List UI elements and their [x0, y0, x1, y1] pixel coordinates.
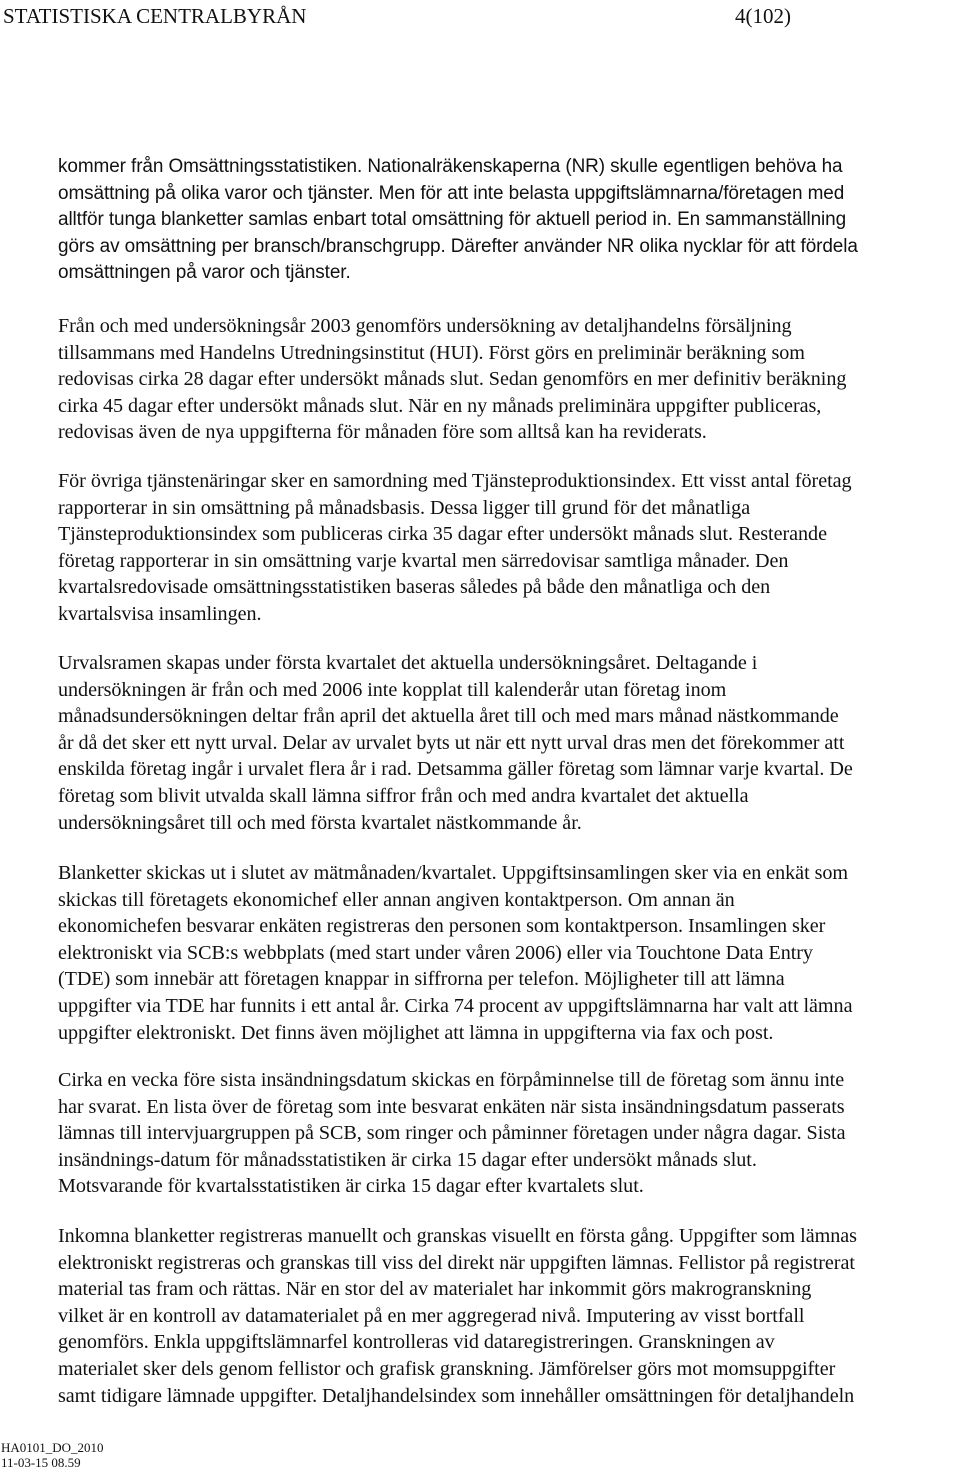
- text-line: Från och med undersökningsår 2003 genomförs undersökning av detaljhandelns försäljning: [58, 315, 792, 337]
- text-line: alltför tunga blanketter samlas enbart total omsättning för aktuell period in. En sammanställning: [58, 209, 847, 231]
- text-line: kvartalsvisa insamlingen.: [58, 602, 262, 625]
- text-line: (TDE) som innebär att företagen knappar in siffrorna per telefon. Möjligheter till att lämna: [58, 968, 785, 991]
- text-line: redovisas även de nya uppgifterna för månaden före som alltså kan ha reviderats.: [58, 421, 707, 444]
- text-line: görs av omsättning per bransch/branschgrupp. Därefter använder NR olika nycklar för att fördela: [58, 235, 858, 257]
- text-line: vilket är en kontroll av datamaterialet på en mer aggregerad nivå. Imputering av visst bortfall: [58, 1304, 805, 1327]
- text-line: omsättningen på varor och tjänster.: [58, 262, 351, 284]
- text-line: har svarat. En lista över de företag som inte besvarat enkäten när sista insändningsdatum passerats: [58, 1095, 845, 1118]
- text-line: Cirka en vecka före sista insändningsdatum skickas en förpåminnelse till de företag som ännu inte: [58, 1069, 845, 1091]
- text-line: Motsvarande för kvartalsstatistiken är cirka 15 dagar efter kvartalets slut.: [58, 1175, 644, 1198]
- page-header: [0, 2, 960, 32]
- page-number: 4(102): [735, 4, 791, 28]
- paragraph-urvalsram: [58, 650, 960, 836]
- text-line: materialet sker dels genom fellistor och grafisk granskning. Jämförelser görs mot momsuppgifter: [58, 1357, 836, 1380]
- text-line: elektroniskt via SCB:s webbplats (med start under våren 2006) eller via Touchtone Data Entry: [58, 941, 813, 964]
- text-line: material tas fram och rättas. När en stor del av materialet har inkommit görs makrogranskning: [58, 1278, 812, 1301]
- document-id: HA0101_DO_2010: [1, 1440, 104, 1455]
- text-line: Inkomna blanketter registreras manuellt och granskas visuellt en första gång. Uppgifter som lämnas: [58, 1225, 857, 1247]
- text-line: uppgifter via TDE har funnits i ett antal år. Cirka 74 procent av uppgiftslämnarna har valt att lämna: [58, 994, 853, 1017]
- text-line: undersökningsåret till och med första kvartalet nästkommande år.: [58, 811, 582, 834]
- text-line: Blanketter skickas ut i slutet av mätmånaden/kvartalet. Uppgiftsinsamlingen sker via en enkät som: [58, 862, 849, 884]
- text-line: undersökningen är från och med 2006 inte kopplat till kalenderår utan företag inom: [58, 678, 727, 701]
- text-line: företag som blivit utvalda skall lämna siffror från och med andra kvartalet det aktuella: [58, 784, 749, 807]
- text-line: kvartalsredovisade omsättningsstatistiken baseras således på både den månatliga och den: [58, 576, 771, 599]
- text-line: samt tidigare lämnade uppgifter. Detaljhandelsindex som innehåller omsättningen för detaljhandeln: [58, 1384, 855, 1407]
- text-line: enskilda företag ingår i urvalet flera år i rad. Detsamma gäller företag som lämnar varje kvartal. De: [58, 758, 853, 781]
- text-line: Urvalsramen skapas under första kvartalet det aktuella undersökningsåret. Deltagande i: [58, 652, 758, 674]
- paragraph-granskning: [58, 1223, 960, 1409]
- text-line: ekonomichefen besvarar enkäten registreras den personen som kontaktperson. Insamlingen sker: [58, 915, 826, 938]
- text-line: företag rapporterar in sin omsättning varje kvartal men särredovisar samtliga månader. Den: [58, 549, 789, 572]
- paragraph-detaljhandel: [58, 313, 960, 446]
- text-line: insändnings-datum för månadsstatistiken är cirka 15 dagar efter undersökt månads slut.: [58, 1148, 757, 1171]
- text-line: tillsammans med Handelns Utredningsinstitut (HUI). Först görs en preliminär beräkning som: [58, 341, 805, 364]
- text-line: omsättning på olika varor och tjänster. Men för att inte belasta uppgiftslämnarna/företagen med: [58, 182, 845, 204]
- text-line: För övriga tjänstenäringar sker en samordning med Tjänsteproduktionsindex. Ett visst antal företag: [58, 470, 852, 492]
- text-line: rapporterar in sin omsättning på månadsbasis. Dessa ligger till grund för det månatliga: [58, 496, 751, 519]
- text-line: lämnas till intervjuargruppen på SCB, som ringer och påminner företagen under några dagar. Sista: [58, 1122, 846, 1145]
- text-line: redovisas cirka 28 dagar efter undersökt månads slut. Sedan genomförs en mer definitiv beräkning: [58, 368, 847, 391]
- text-line: Tjänsteproduktionsindex som publiceras cirka 35 dagar efter undersökt månads slut. Resterande: [58, 523, 827, 546]
- paragraph-blanketter: [58, 860, 960, 1046]
- paragraph-intro: [58, 154, 960, 287]
- text-line: år då det sker ett nytt urval. Delar av urvalet byts ut när ett nytt urval dras men det förekommer att: [58, 731, 845, 754]
- footer-timestamp: 11-03-15 08.59: [1, 1454, 81, 1470]
- text-line: skickas till företagets ekonomichef eller annan angiven kontaktperson. Om annan än: [58, 888, 735, 911]
- text-line: uppgifter elektroniskt. Det finns även möjlighet att lämna in uppgifterna via fax och post.: [58, 1021, 774, 1044]
- text-line: genomförs. Enkla uppgiftslämnarfel kontrolleras vid dataregistreringen. Granskningen av: [58, 1331, 775, 1354]
- text-line: kommer från Omsättningsstatistiken. Nationalräkenskaperna (NR) skulle egentligen behöva ha: [58, 156, 843, 177]
- text-line: cirka 45 dagar efter undersökt månads slut. När en ny månads preliminära uppgifter publiceras,: [58, 394, 822, 417]
- text-line: månadsundersökningen deltar från april det aktuella året till och med mars månad nästkommande: [58, 705, 839, 728]
- text-line: elektroniskt registreras och granskas till viss del direkt när uppgiften lämnas. Fellistor på registrerat: [58, 1251, 855, 1274]
- paragraph-tjanstenaringar: [58, 468, 960, 628]
- page-footer: [1, 1441, 104, 1470]
- organization-name: STATISTISKA CENTRALBYRÅN: [3, 4, 307, 28]
- paragraph-paminnelse: [58, 1067, 960, 1200]
